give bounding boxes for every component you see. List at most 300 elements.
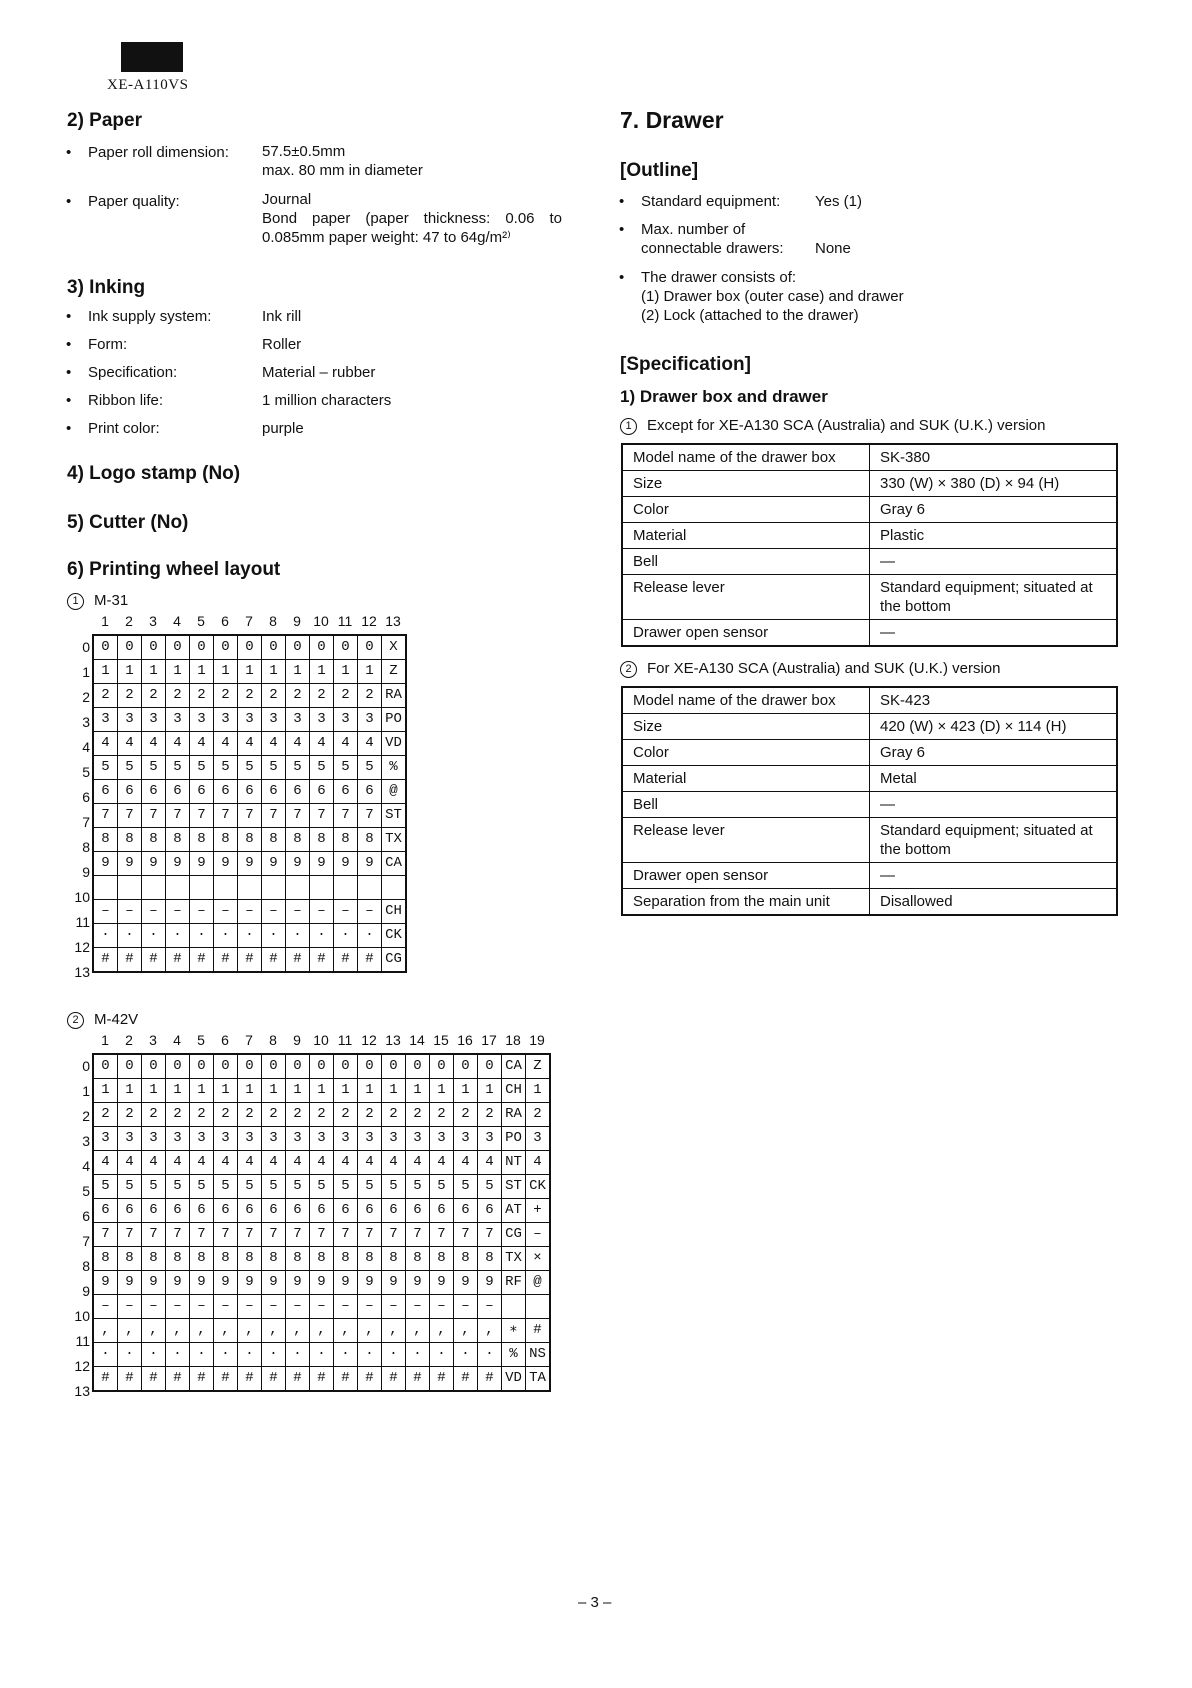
spec-key: Color — [622, 497, 870, 523]
wheel-cell: 2 — [166, 684, 190, 708]
wheel-cell: 1 — [286, 660, 310, 684]
wheel-cell: 3 — [93, 708, 118, 732]
wheel-cell: 1 — [238, 1079, 262, 1103]
wheel-cell: 9 — [406, 1271, 430, 1295]
wheel-cell: 6 — [190, 780, 214, 804]
consists-item: (2) Lock (attached to the drawer) — [641, 307, 859, 324]
spec-row — [622, 471, 1117, 497]
m42v-row-header — [70, 1054, 90, 1404]
outline-consists: • The drawer consists of: (1) Drawer box (outer case) and drawer (2) Lock (attached to the drawer) — [641, 268, 1061, 325]
wheel-cell: · — [334, 924, 358, 948]
table1-caption: 1 Except for XE-A130 SCA (Australia) and SUK (U.K.) version — [620, 416, 1046, 435]
wheel-cell: # — [238, 948, 262, 973]
wheel-cell: 3 — [286, 1127, 310, 1151]
wheel-cell: 9 — [262, 852, 286, 876]
row-number: 7 — [82, 814, 90, 830]
wheel-cell: – — [93, 900, 118, 924]
wheel-cell: 5 — [190, 756, 214, 780]
wheel-cell: 5 — [406, 1175, 430, 1199]
wheel-cell: 5 — [286, 1175, 310, 1199]
wheel-cell: 5 — [334, 1175, 358, 1199]
wheel-cell: 1 — [382, 1079, 406, 1103]
wheel-cell: · — [478, 1343, 502, 1367]
wheel-cell: 6 — [93, 1199, 118, 1223]
spec-value: — — [870, 792, 1118, 818]
wheel-cell: 0 — [190, 1054, 214, 1079]
wheel-cell: 8 — [382, 1247, 406, 1271]
row-number: 3 — [82, 1133, 90, 1149]
wheel-cell: # — [214, 1367, 238, 1392]
wheel-cell: 6 — [142, 780, 166, 804]
wheel-cell: % — [382, 756, 407, 780]
wheel-row — [93, 1103, 550, 1127]
wheel-cell: – — [310, 900, 334, 924]
wheel-cell: 9 — [238, 852, 262, 876]
wheel-cell: – — [286, 1295, 310, 1319]
wheel-cell: CA — [382, 852, 407, 876]
wheel-cell: · — [214, 1343, 238, 1367]
wheel-cell: – — [406, 1295, 430, 1319]
wheel-row — [93, 1223, 550, 1247]
wheel-cell: 4 — [358, 732, 382, 756]
wheel-cell: · — [358, 1343, 382, 1367]
wheel-cell: , — [358, 1319, 382, 1343]
wheel-cell: 8 — [190, 828, 214, 852]
spec-key: Model name of the drawer box — [622, 444, 870, 471]
wheel-cell: 3 — [358, 708, 382, 732]
column-number: 3 — [149, 613, 157, 629]
column-number: 1 — [101, 1032, 109, 1048]
wheel-cell: 7 — [238, 1223, 262, 1247]
wheel-cell: Z — [526, 1054, 551, 1079]
wheel-cell: 6 — [166, 1199, 190, 1223]
column-number: 3 — [149, 1032, 157, 1048]
row-number: 6 — [82, 1208, 90, 1224]
table2-caption: 2 For XE-A130 SCA (Australia) and SUK (U.K.) version — [620, 659, 1000, 678]
wheel-cell: · — [166, 924, 190, 948]
wheel-cell: 8 — [166, 1247, 190, 1271]
wheel-cell: 9 — [166, 852, 190, 876]
wheel-cell: 5 — [142, 1175, 166, 1199]
wheel-cell: VD — [382, 732, 407, 756]
wheel-cell: – — [190, 900, 214, 924]
column-number: 5 — [197, 613, 205, 629]
wheel-cell: ST — [382, 804, 407, 828]
wheel-cell: RA — [502, 1103, 526, 1127]
wheel-cell: 2 — [358, 684, 382, 708]
wheel-cell: # — [310, 948, 334, 973]
wheel-cell: 2 — [214, 684, 238, 708]
wheel-cell: 3 — [142, 708, 166, 732]
wheel-cell: 0 — [454, 1054, 478, 1079]
wheel-cell: 6 — [262, 780, 286, 804]
wheel-cell: 8 — [142, 1247, 166, 1271]
wheel-row — [93, 684, 406, 708]
row-number: 9 — [82, 1283, 90, 1299]
logo-mark — [121, 42, 183, 72]
row-number: 5 — [82, 1183, 90, 1199]
wheel-cell: 8 — [310, 1247, 334, 1271]
wheel-cell: + — [526, 1199, 551, 1223]
spec-value: Plastic — [870, 523, 1118, 549]
wheel-cell: 5 — [358, 756, 382, 780]
wheel-cell: 2 — [190, 684, 214, 708]
wheel-cell: # — [310, 1367, 334, 1392]
row-number: 11 — [75, 914, 90, 930]
wheel-row — [93, 924, 406, 948]
wheel-cell: , — [478, 1319, 502, 1343]
column-number: 13 — [385, 613, 401, 629]
wheel-cell: 7 — [142, 804, 166, 828]
wheel-cell: # — [406, 1367, 430, 1392]
wheel-cell: # — [190, 1367, 214, 1392]
wheel-cell: 6 — [358, 780, 382, 804]
wheel-cell: CK — [382, 924, 407, 948]
spec-value: 420 (W) × 423 (D) × 114 (H) — [870, 714, 1118, 740]
wheel-cell: 0 — [262, 1054, 286, 1079]
wheel-cell: 8 — [214, 828, 238, 852]
spec-value: — — [870, 863, 1118, 889]
wheel-cell: 5 — [358, 1175, 382, 1199]
wheel-cell: PO — [382, 708, 407, 732]
wheel-cell: 8 — [93, 1247, 118, 1271]
wheel-cell: 9 — [310, 1271, 334, 1295]
wheel-cell: · — [310, 924, 334, 948]
wheel-row — [93, 876, 406, 900]
wheel-cell: 2 — [478, 1103, 502, 1127]
wheel-cell: 2 — [142, 684, 166, 708]
wheel-cell: 0 — [358, 1054, 382, 1079]
wheel-cell — [286, 876, 310, 900]
column-number: 2 — [125, 613, 133, 629]
wheel-cell: 7 — [166, 804, 190, 828]
m42v-caption: 2 M-42V — [67, 1010, 138, 1029]
wheel-cell: , — [118, 1319, 142, 1343]
wheel-cell: 1 — [238, 660, 262, 684]
wheel-cell: 2 — [454, 1103, 478, 1127]
row-number: 4 — [82, 739, 90, 755]
row-number: 7 — [82, 1233, 90, 1249]
row-number: 0 — [82, 639, 90, 655]
wheel-cell: 4 — [430, 1151, 454, 1175]
column-number: 17 — [481, 1032, 497, 1048]
wheel-cell: – — [262, 1295, 286, 1319]
wheel-cell: 4 — [238, 732, 262, 756]
wheel-cell — [238, 876, 262, 900]
wheel-cell: 9 — [142, 1271, 166, 1295]
wheel-cell: · — [430, 1343, 454, 1367]
wheel-cell: 5 — [262, 756, 286, 780]
wheel-cell: 8 — [118, 828, 142, 852]
spec-value: 330 (W) × 380 (D) × 94 (H) — [870, 471, 1118, 497]
spec-value: Disallowed — [870, 889, 1118, 916]
row-number: 13 — [74, 1383, 90, 1399]
wheel-cell: 6 — [334, 1199, 358, 1223]
wheel-cell: 2 — [118, 1103, 142, 1127]
wheel-cell: , — [406, 1319, 430, 1343]
spec-row — [622, 889, 1117, 916]
spec-key: Separation from the main unit — [622, 889, 870, 916]
wheel-cell: 4 — [526, 1151, 551, 1175]
spec-row — [622, 620, 1117, 647]
spec-key: Material — [622, 523, 870, 549]
wheel-cell: # — [166, 1367, 190, 1392]
wheel-cell: 6 — [190, 1199, 214, 1223]
wheel-cell: 8 — [238, 828, 262, 852]
wheel-cell: · — [382, 1343, 406, 1367]
row-number: 6 — [82, 789, 90, 805]
wheel-cell: 1 — [454, 1079, 478, 1103]
wheel-cell: 2 — [310, 1103, 334, 1127]
spec-value: Standard equipment; situated at the bottom — [870, 575, 1118, 620]
spec-key: Material — [622, 766, 870, 792]
wheel-cell: # — [166, 948, 190, 973]
wheel-row — [93, 660, 406, 684]
inking-item: • Ink supply system: Ink rill — [66, 308, 302, 325]
column-number: 9 — [293, 613, 301, 629]
wheel-cell: 0 — [93, 635, 118, 660]
wheel-cell: – — [190, 1295, 214, 1319]
wheel-cell: , — [310, 1319, 334, 1343]
wheel-cell: 5 — [190, 1175, 214, 1199]
wheel-cell: 4 — [214, 732, 238, 756]
wheel-row — [93, 900, 406, 924]
wheel-cell: CK — [526, 1175, 551, 1199]
wheel-cell: – — [526, 1223, 551, 1247]
wheel-cell — [93, 876, 118, 900]
wheel-cell: 6 — [358, 1199, 382, 1223]
wheel-cell: – — [214, 1295, 238, 1319]
wheel-cell: VD — [502, 1367, 526, 1392]
row-number: 12 — [74, 939, 90, 955]
wheel-cell: 8 — [358, 828, 382, 852]
wheel-cell: 0 — [214, 635, 238, 660]
wheel-cell: 5 — [430, 1175, 454, 1199]
spec-subtitle: 1) Drawer box and drawer — [620, 387, 828, 406]
wheel-cell: 9 — [286, 1271, 310, 1295]
wheel-cell: 7 — [190, 804, 214, 828]
wheel-cell: 2 — [262, 684, 286, 708]
wheel-cell: 9 — [142, 852, 166, 876]
wheel-cell: 3 — [238, 708, 262, 732]
wheel-cell: 9 — [334, 1271, 358, 1295]
wheel-cell: 3 — [190, 1127, 214, 1151]
wheel-cell — [334, 876, 358, 900]
wheel-cell: 1 — [93, 1079, 118, 1103]
wheel-cell: – — [334, 900, 358, 924]
wheel-cell: , — [93, 1319, 118, 1343]
wheel-cell: 6 — [286, 1199, 310, 1223]
paper-heading: 2) Paper — [67, 110, 142, 131]
wheel-cell: 0 — [118, 635, 142, 660]
row-number: 8 — [82, 839, 90, 855]
wheel-cell — [262, 876, 286, 900]
wheel-cell: 4 — [382, 1151, 406, 1175]
wheel-cell: · — [262, 1343, 286, 1367]
wheel-cell: % — [502, 1343, 526, 1367]
circled-number: 1 — [67, 593, 84, 610]
wheel-cell — [526, 1295, 551, 1319]
wheel-cell: 7 — [382, 1223, 406, 1247]
wheel-cell — [310, 876, 334, 900]
wheel-cell: 9 — [310, 852, 334, 876]
row-number: 11 — [75, 1333, 90, 1349]
wheel-cell: · — [334, 1343, 358, 1367]
spec-key: Bell — [622, 549, 870, 575]
wheel-cell: · — [93, 924, 118, 948]
wheel-cell: 7 — [454, 1223, 478, 1247]
wheel-cell: 3 — [454, 1127, 478, 1151]
wheel-cell: 5 — [454, 1175, 478, 1199]
wheel-cell: 7 — [262, 1223, 286, 1247]
wheel-cell: 8 — [238, 1247, 262, 1271]
row-number: 5 — [82, 764, 90, 780]
spec-value: Gray 6 — [870, 740, 1118, 766]
wheel-cell: 4 — [358, 1151, 382, 1175]
wheel-cell: X — [382, 635, 407, 660]
wheel-cell: 6 — [166, 780, 190, 804]
wheel-cell: 7 — [93, 804, 118, 828]
spec-key: Model name of the drawer box — [622, 687, 870, 714]
page-number: – 3 – — [578, 1594, 612, 1611]
wheel-cell: 6 — [238, 1199, 262, 1223]
wheel-cell: – — [118, 1295, 142, 1319]
wheel-cell: 5 — [310, 1175, 334, 1199]
wheel-cell: 9 — [430, 1271, 454, 1295]
m42v-column-header — [93, 1032, 549, 1050]
wheel-cell: AT — [502, 1199, 526, 1223]
wheel-cell: 3 — [310, 708, 334, 732]
wheel-row — [93, 1367, 550, 1392]
wheel-cell: 2 — [406, 1103, 430, 1127]
spec-row — [622, 444, 1117, 471]
column-number: 10 — [313, 613, 329, 629]
wheel-cell: 4 — [310, 732, 334, 756]
wheel-cell: 4 — [93, 732, 118, 756]
wheel-row — [93, 1295, 550, 1319]
wheel-cell: · — [166, 1343, 190, 1367]
wheel-cell: 8 — [478, 1247, 502, 1271]
wheel-cell: # — [118, 1367, 142, 1392]
wheel-cell: 7 — [190, 1223, 214, 1247]
wheel-cell: 8 — [454, 1247, 478, 1271]
wheel-cell: 2 — [166, 1103, 190, 1127]
wheel-cell: 2 — [93, 684, 118, 708]
wheel-cell: – — [286, 900, 310, 924]
wheel-cell: 7 — [286, 804, 310, 828]
spec-value: — — [870, 620, 1118, 647]
wheel-cell: CG — [382, 948, 407, 973]
row-number: 9 — [82, 864, 90, 880]
spec-value: SK-380 — [870, 444, 1118, 471]
wheel-cell: # — [214, 948, 238, 973]
wheel-cell: 7 — [286, 1223, 310, 1247]
wheel-cell: 2 — [190, 1103, 214, 1127]
wheel-cell: 6 — [286, 780, 310, 804]
wheel-cell: 1 — [310, 1079, 334, 1103]
wheel-cell: 3 — [166, 1127, 190, 1151]
wheel-cell: 6 — [334, 780, 358, 804]
wheel-cell: 9 — [286, 852, 310, 876]
inking-item: • Ribbon life: 1 million characters — [66, 392, 392, 409]
spec-row — [622, 687, 1117, 714]
wheel-cell: 0 — [310, 1054, 334, 1079]
spec-key: Bell — [622, 792, 870, 818]
wheel-cell: 5 — [118, 1175, 142, 1199]
wheel-row — [93, 756, 406, 780]
wheel-cell: 9 — [214, 852, 238, 876]
wheel-cell: 9 — [93, 852, 118, 876]
wheel-cell: 4 — [334, 732, 358, 756]
wheel-cell: 1 — [93, 660, 118, 684]
wheel-row — [93, 948, 406, 973]
wheel-cell: 8 — [190, 1247, 214, 1271]
wheel-cell: · — [358, 924, 382, 948]
paper-item-quality-label: • Paper quality: — [66, 193, 180, 210]
wheel-cell: 3 — [93, 1127, 118, 1151]
wheel-cell: 9 — [262, 1271, 286, 1295]
outline-max-drawers: • Max. number of connectable drawers: None — [619, 221, 851, 257]
wheel-cell: 1 — [430, 1079, 454, 1103]
wheel-cell: · — [238, 1343, 262, 1367]
wheel-cell: 0 — [334, 635, 358, 660]
wheel-row — [93, 732, 406, 756]
wheel-cell: 7 — [262, 804, 286, 828]
wheel-cell: 6 — [382, 1199, 406, 1223]
wheel-cell: # — [358, 948, 382, 973]
wheel-cell: 8 — [406, 1247, 430, 1271]
wheel-cell: 2 — [358, 1103, 382, 1127]
wheel-cell: · — [142, 924, 166, 948]
row-number: 10 — [74, 889, 90, 905]
wheel-cell: 2 — [286, 1103, 310, 1127]
wheel-cell: 0 — [142, 635, 166, 660]
wheel-cell: 4 — [166, 1151, 190, 1175]
wheel-cell: · — [118, 1343, 142, 1367]
wheel-cell: – — [358, 900, 382, 924]
wheel-cell: NS — [526, 1343, 551, 1367]
wheel-cell: 9 — [334, 852, 358, 876]
wheel-cell: 1 — [262, 1079, 286, 1103]
column-number: 18 — [505, 1032, 521, 1048]
column-number: 13 — [385, 1032, 401, 1048]
wheel-cell: 2 — [214, 1103, 238, 1127]
wheel-cell: · — [286, 924, 310, 948]
wheel-cell: 9 — [478, 1271, 502, 1295]
wheel-cell: 9 — [214, 1271, 238, 1295]
wheel-cell: 0 — [142, 1054, 166, 1079]
wheel-cell: 1 — [118, 660, 142, 684]
wheel-cell: # — [286, 1367, 310, 1392]
wheel-cell: 9 — [382, 1271, 406, 1295]
wheel-cell: 0 — [118, 1054, 142, 1079]
wheel-cell: 1 — [190, 660, 214, 684]
wheel-row — [93, 1343, 550, 1367]
spec-value: Metal — [870, 766, 1118, 792]
wheel-cell: 1 — [142, 660, 166, 684]
wheel-cell: PO — [502, 1127, 526, 1151]
wheel-cell: · — [190, 1343, 214, 1367]
wheel-cell: 4 — [286, 732, 310, 756]
wheel-cell: 1 — [118, 1079, 142, 1103]
wheel-cell: 7 — [358, 1223, 382, 1247]
wheel-cell: – — [214, 900, 238, 924]
wheel-cell: CH — [382, 900, 407, 924]
wheel-cell: 4 — [310, 1151, 334, 1175]
wheel-cell: # — [262, 948, 286, 973]
wheel-cell: 2 — [142, 1103, 166, 1127]
m31-wheel-table — [92, 634, 407, 973]
